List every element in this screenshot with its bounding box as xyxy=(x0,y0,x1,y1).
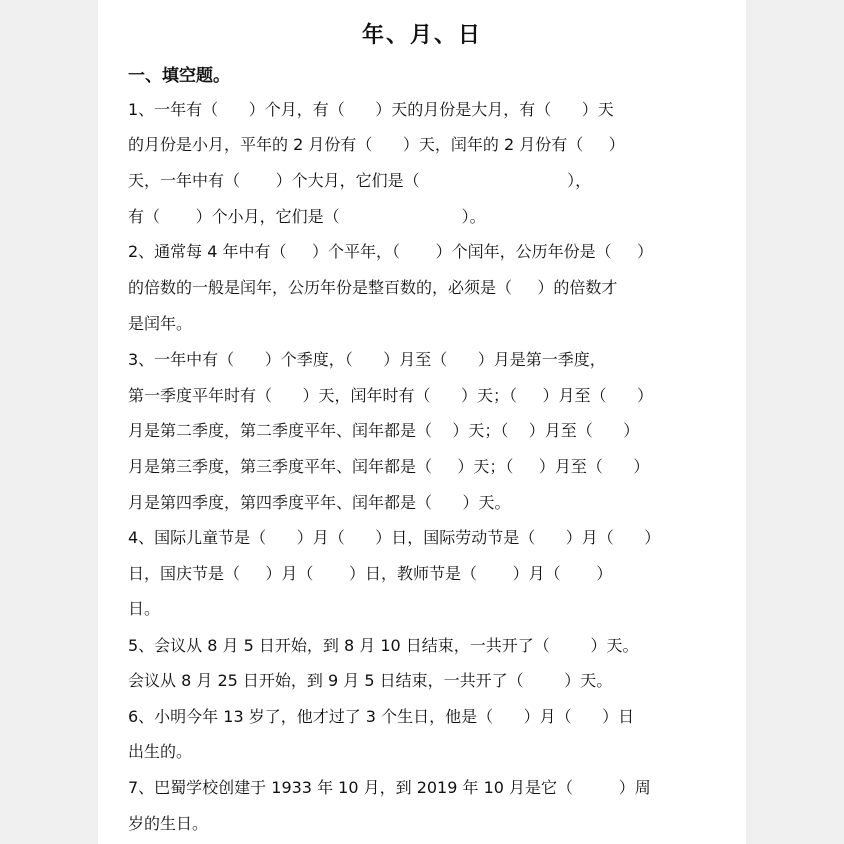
question-3-line-3: 月是第二季度，第二季度平年、闰年都是（ ）天；（ ）月至（ ） xyxy=(128,421,640,440)
question-2-line-2: 的倍数的一般是闰年，公历年份是整百数的，必须是（ ）的倍数才 xyxy=(128,278,618,297)
page-title: 年、月、日 xyxy=(361,23,482,48)
question-1-line-1: 1、一年有（ ）个月，有（ ）天的月份是大月，有（ ）天 xyxy=(128,100,614,119)
question-3-line-4: 月是第三季度，第三季度平年、闰年都是（ ）天；（ ）月至（ ） xyxy=(128,457,650,476)
question-7-line-1: 7、巴蜀学校创建于 1933 年 10 月，到 2019 年 10 月是它（ ）周 xyxy=(128,778,651,797)
question-4-line-3: 日。 xyxy=(128,599,161,618)
question-6-line-2: 出生的。 xyxy=(128,742,193,761)
question-1-line-4: 有（ ）个小月，它们是（ ）。 xyxy=(128,207,486,226)
section-heading: 一、填空题。 xyxy=(128,66,230,86)
question-5-line-1: 5、会议从 8 月 5 日开始，到 8 月 10 日结束，一共开了（ ）天。 xyxy=(128,636,639,655)
question-3-line-2: 第一季度平年时有（ ）天，闰年时有（ ）天；（ ）月至（ ） xyxy=(128,386,653,405)
question-4-line-1: 4、国际儿童节是（ ）月（ ）日，国际劳动节是（ ）月（ ） xyxy=(128,528,661,547)
question-3-line-1: 3、一年中有（ ）个季度，（ ）月至（ ）月是第一季度， xyxy=(128,350,606,369)
question-6-line-1: 6、小明今年 13 岁了，他才过了 3 个生日，他是（ ）月（ ）日 xyxy=(128,707,635,726)
question-2-line-3: 是闰年。 xyxy=(128,314,193,333)
question-4-line-2: 日，国庆节是（ ）月（ ）日，教师节是（ ）月（ ） xyxy=(128,564,613,583)
worksheet-page xyxy=(98,0,746,844)
question-2-line-1: 2、通常每 4 年中有（ ）个平年，（ ）个闰年，公历年份是（ ） xyxy=(128,242,653,261)
question-5-line-2: 会议从 8 月 25 日开始，到 9 月 5 日结束，一共开了（ ）天。 xyxy=(128,671,613,690)
question-3-line-5: 月是第四季度，第四季度平年、闰年都是（ ）天。 xyxy=(128,493,511,512)
question-1-line-2: 的月份是小月，平年的 2 月份有（ ）天，闰年的 2 月份有（ ） xyxy=(128,135,625,154)
question-7-line-2: 岁的生日。 xyxy=(128,814,209,833)
question-1-line-3: 天，一年中有（ ）个大月，它们是（ ）， xyxy=(128,171,592,190)
